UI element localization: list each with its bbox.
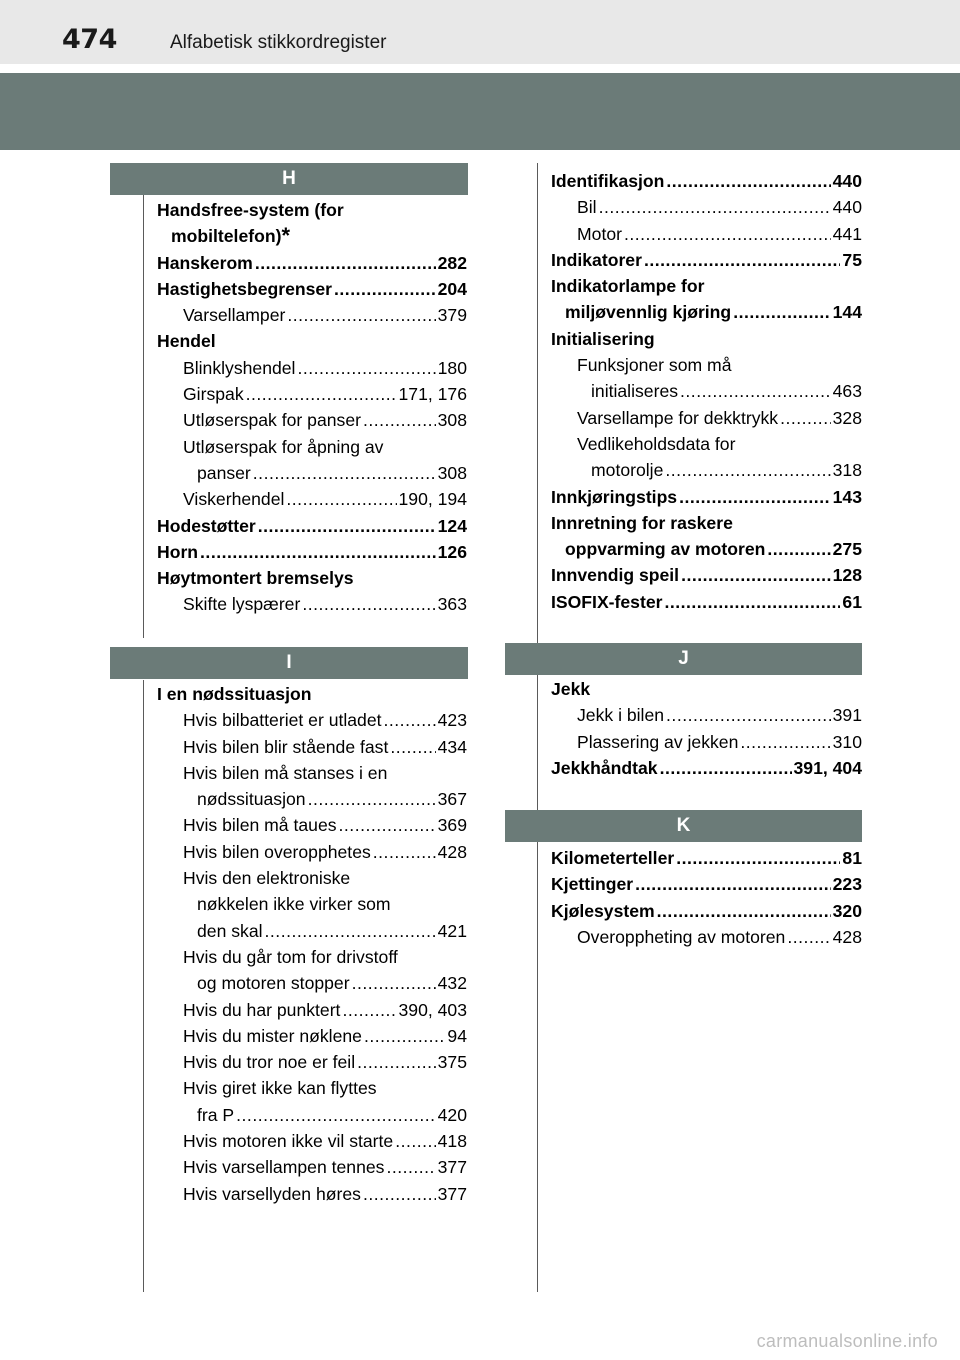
entry-term: Jekk [551, 679, 591, 699]
index-entry [551, 924, 862, 950]
entry-term: nøkkelen ikke virker som [197, 894, 391, 915]
leader-dots [352, 970, 436, 996]
entry-term: Bil [577, 197, 597, 218]
section-header-j: J [505, 643, 862, 675]
entry-term: miljøvennlig kjøring [565, 302, 732, 323]
page-ref: 440 [832, 171, 862, 191]
entry-term: oppvarming av motoren [565, 539, 766, 560]
page-ref: 432 [437, 973, 467, 994]
page-ref: 124 [437, 515, 467, 536]
leader-dots [357, 1049, 436, 1075]
page-ref: 318 [832, 460, 862, 481]
entry-term: Initialisering [551, 328, 655, 349]
index-entry [551, 484, 862, 510]
leader-dots [666, 702, 831, 728]
entry-term: initialiseres [591, 381, 679, 402]
entry-term: Hvis du går tom for drivstoff [183, 946, 398, 967]
page-ref: 391 [832, 705, 862, 726]
page-ref: 363 [437, 594, 467, 615]
entry-term: Varsellampe for dekktrykk [577, 407, 779, 428]
index-entry [157, 865, 467, 891]
section-i-cont-entries [551, 168, 862, 615]
entry-term: Innvendig speil [551, 565, 680, 586]
entry-term: Blinklyshendel [183, 357, 296, 378]
entry-term: Hvis giret ikke kan flyttes [183, 1078, 377, 1099]
page-ref: 190, 194 [398, 489, 467, 510]
leader-dots [334, 276, 436, 302]
index-entry [157, 486, 467, 512]
entry-term: Skifte lyspærer [183, 594, 301, 615]
page-ref: 180 [437, 357, 467, 378]
index-entry [157, 944, 467, 970]
entry-term: Hvis bilen må taues [183, 815, 337, 836]
index-entry [551, 536, 862, 562]
page-ref: 434 [437, 736, 467, 757]
leader-dots [644, 247, 840, 273]
leader-dots [373, 839, 436, 865]
index-entry [157, 1102, 467, 1128]
page-ref: 367 [437, 789, 467, 810]
entry-term: og motoren stopper [197, 973, 350, 994]
index-entry [551, 562, 862, 588]
index-entry [551, 247, 862, 273]
leader-dots [200, 539, 436, 565]
page-ref: 75 [842, 249, 862, 270]
page-ref: 421 [437, 920, 467, 941]
index-entry [157, 434, 467, 460]
entry-term: Hvis bilbatteriet er utladet [183, 710, 382, 731]
leader-dots [780, 405, 831, 431]
page-ref: 418 [437, 1131, 467, 1152]
entry-term: Hanskerom [157, 252, 253, 273]
page-ref: 308 [437, 462, 467, 483]
page-ref: 61 [842, 591, 862, 612]
entry-term: fra P [197, 1104, 235, 1125]
leader-dots [660, 755, 792, 781]
leader-dots [302, 591, 435, 617]
index-entry [551, 898, 862, 924]
page-ref: 428 [437, 841, 467, 862]
page-ref: 423 [437, 710, 467, 731]
index-entry [157, 681, 467, 707]
index-entry [157, 760, 467, 786]
page-ref: 144 [832, 302, 862, 323]
page-ref: 223 [832, 874, 862, 895]
leader-dots [390, 734, 435, 760]
index-entry [551, 702, 862, 728]
entry-term: Indikatorlampe for [551, 276, 705, 297]
column-divider-right [537, 163, 538, 1292]
index-entry [157, 381, 467, 407]
page-ref: 308 [437, 410, 467, 431]
entry-term: Hvis bilen blir stående fast [183, 736, 389, 757]
page-ref: 369 [437, 815, 467, 836]
entry-term: Hvis motoren ikke vil starte [183, 1131, 394, 1152]
page-header [0, 0, 960, 64]
index-entry [551, 729, 862, 755]
entry-term: Kjølesystem [551, 900, 655, 921]
leader-dots [624, 221, 831, 247]
leader-dots [286, 486, 396, 512]
entry-term: Horn [157, 541, 199, 562]
entry-term: Identifikasjon [551, 171, 665, 191]
page-ref: 440 [832, 197, 862, 218]
leader-dots [657, 898, 831, 924]
page-ref: 171, 176 [398, 384, 467, 405]
entry-term: Overoppheting av motoren [577, 926, 786, 947]
index-entry [551, 755, 862, 781]
page-ref: 391, 404 [793, 757, 862, 778]
leader-dots [258, 513, 436, 539]
entry-term: Hastighetsbegrenser [157, 278, 333, 299]
watermark: carmanualsonline.info [756, 1331, 938, 1351]
index-entry [157, 970, 467, 996]
section-k-entries [551, 845, 862, 950]
entry-term: Hvis den elektroniske [183, 868, 351, 889]
index-entry [157, 734, 467, 760]
index-entry [157, 786, 467, 812]
entry-term: Hvis du mister nøklene [183, 1025, 362, 1046]
page-ref: 428 [832, 926, 862, 947]
entry-term: Viskerhendel [183, 489, 285, 510]
entry-term: Jekkhåndtak [551, 757, 658, 778]
page-ref: 441 [832, 223, 862, 244]
entry-term: Plassering av jekken [577, 731, 739, 752]
section-header-i: I [110, 647, 468, 679]
leader-dots [767, 536, 830, 562]
index-entry [551, 457, 862, 483]
section-header-h: H [110, 163, 468, 195]
index-entry [157, 1049, 467, 1075]
section-i-entries [157, 681, 467, 1207]
entry-term: Utløserspak for åpning av [183, 436, 384, 457]
entry-term: Hendel [157, 331, 216, 352]
entry-term: motorolje [591, 460, 664, 481]
page-ref: 375 [437, 1052, 467, 1073]
entry-term: Jekk i bilen [577, 705, 665, 726]
leader-dots [255, 250, 436, 276]
leader-dots [386, 1154, 435, 1180]
page-ref: 420 [437, 1104, 467, 1125]
entry-term: Kjettinger [551, 874, 634, 895]
entry-term: mobiltelefon) [171, 226, 282, 247]
page-ref: 377 [437, 1183, 467, 1204]
section-j-entries [551, 676, 862, 781]
entry-term: nødssituasjon [197, 789, 306, 810]
leader-dots [679, 484, 831, 510]
index-entry [551, 845, 862, 871]
index-entry [157, 302, 467, 328]
leader-dots [680, 378, 831, 404]
index-entry [157, 891, 467, 917]
entry-term: Varsellamper [183, 305, 286, 326]
index-entry [551, 589, 862, 615]
entry-term: Kilometerteller [551, 848, 675, 868]
index-entry [551, 299, 862, 325]
leader-dots [342, 997, 396, 1023]
leader-dots [253, 460, 436, 486]
index-entry [157, 839, 467, 865]
index-entry [551, 194, 862, 220]
entry-term: Hvis bilen må stanses i en [183, 762, 388, 783]
leader-dots [787, 924, 830, 950]
entry-term: Indikatorer [551, 249, 642, 270]
index-entry [551, 273, 862, 299]
entry-term: Hvis du tror noe er feil [183, 1052, 356, 1073]
leader-dots [666, 168, 830, 194]
leader-dots [664, 589, 840, 615]
section-h-entries [157, 197, 467, 618]
leader-dots [265, 918, 436, 944]
entry-term: den skal [197, 920, 263, 941]
page-ref: 275 [832, 539, 862, 560]
index-entry [157, 407, 467, 433]
leader-dots [363, 407, 436, 433]
index-entry [551, 510, 862, 536]
index-entry [157, 460, 467, 486]
index-entry [157, 223, 467, 249]
column-divider-left [143, 195, 144, 638]
page-ref: 377 [437, 1157, 467, 1178]
entry-term: Hvis du har punktert [183, 999, 341, 1020]
leader-dots [740, 729, 830, 755]
index-entry [157, 328, 467, 354]
entry-term: Innkjøringstips [551, 486, 678, 507]
index-entry [157, 997, 467, 1023]
index-entry [157, 591, 467, 617]
index-entry [157, 539, 467, 565]
page-ref: 126 [437, 541, 467, 562]
leader-dots [236, 1102, 435, 1128]
index-entry [157, 565, 467, 591]
index-entry [551, 676, 862, 702]
index-entry [157, 355, 467, 381]
leader-dots [665, 457, 830, 483]
index-entry [157, 812, 467, 838]
entry-term: Funksjoner som må [577, 355, 732, 376]
entry-term: Utløserspak for panser [183, 410, 361, 431]
page-ref: 204 [437, 278, 467, 299]
index-entry [551, 405, 862, 431]
page-title: Alfabetisk stikkordregister [170, 32, 387, 53]
index-entry [551, 168, 862, 194]
entry-term: Hvis bilen overopphetes [183, 841, 371, 862]
entry-term: Høytmontert bremselys [157, 568, 354, 589]
page-ref: 463 [832, 381, 862, 402]
page-ref: 390, 403 [398, 999, 467, 1020]
entry-term: Hvis varsellampen tennes [183, 1157, 385, 1178]
leader-dots [681, 562, 831, 588]
page-ref: 328 [832, 407, 862, 428]
entry-term: I en nødssituasjon [157, 684, 312, 704]
index-entry [551, 871, 862, 897]
page-ref: 320 [832, 900, 862, 921]
section-header-k: K [505, 810, 862, 842]
page-ref: 81 [842, 848, 862, 868]
leader-dots [363, 1181, 436, 1207]
index-entry [157, 513, 467, 539]
leader-dots [339, 812, 436, 838]
leader-dots [308, 786, 436, 812]
index-entry [551, 431, 862, 457]
entry-term: panser [197, 462, 251, 483]
leader-dots [297, 355, 435, 381]
leader-dots [733, 299, 830, 325]
entry-term: Motor [577, 223, 622, 244]
index-entry [157, 1154, 467, 1180]
page-ref: 94 [447, 1025, 467, 1046]
entry-term: Innretning for raskere [551, 512, 733, 533]
page-ref: 128 [832, 565, 862, 586]
header-band [0, 73, 960, 150]
page-ref: 143 [832, 486, 862, 507]
index-entry [157, 197, 467, 223]
leader-dots [364, 1023, 445, 1049]
entry-term: Vedlikeholdsdata for [577, 433, 736, 454]
footnote-star: * [281, 223, 291, 249]
page-number: 474 [62, 24, 117, 55]
page-ref: 282 [437, 252, 467, 273]
leader-dots [384, 707, 436, 733]
index-entry [157, 250, 467, 276]
leader-dots [599, 194, 831, 220]
index-entry [551, 221, 862, 247]
index-entry [157, 1128, 467, 1154]
entry-term: Hodestøtter [157, 515, 256, 536]
index-entry [157, 276, 467, 302]
index-entry [157, 1181, 467, 1207]
entry-term: Girspak [183, 384, 244, 405]
leader-dots [246, 381, 397, 407]
index-entry [551, 352, 862, 378]
index-entry [157, 707, 467, 733]
leader-dots [287, 302, 435, 328]
entry-term: Handsfree-system (for [157, 200, 344, 220]
index-entry [551, 378, 862, 404]
index-entry [551, 326, 862, 352]
index-entry [157, 1023, 467, 1049]
leader-dots [635, 871, 831, 897]
index-entry [157, 918, 467, 944]
page-ref: 310 [832, 731, 862, 752]
page-ref: 379 [437, 305, 467, 326]
leader-dots [676, 845, 840, 871]
column-divider-left-2 [143, 680, 144, 1292]
entry-term: Hvis varsellyden høres [183, 1183, 361, 1204]
leader-dots [395, 1128, 435, 1154]
index-entry [157, 1075, 467, 1101]
entry-term: ISOFIX-fester [551, 591, 663, 612]
